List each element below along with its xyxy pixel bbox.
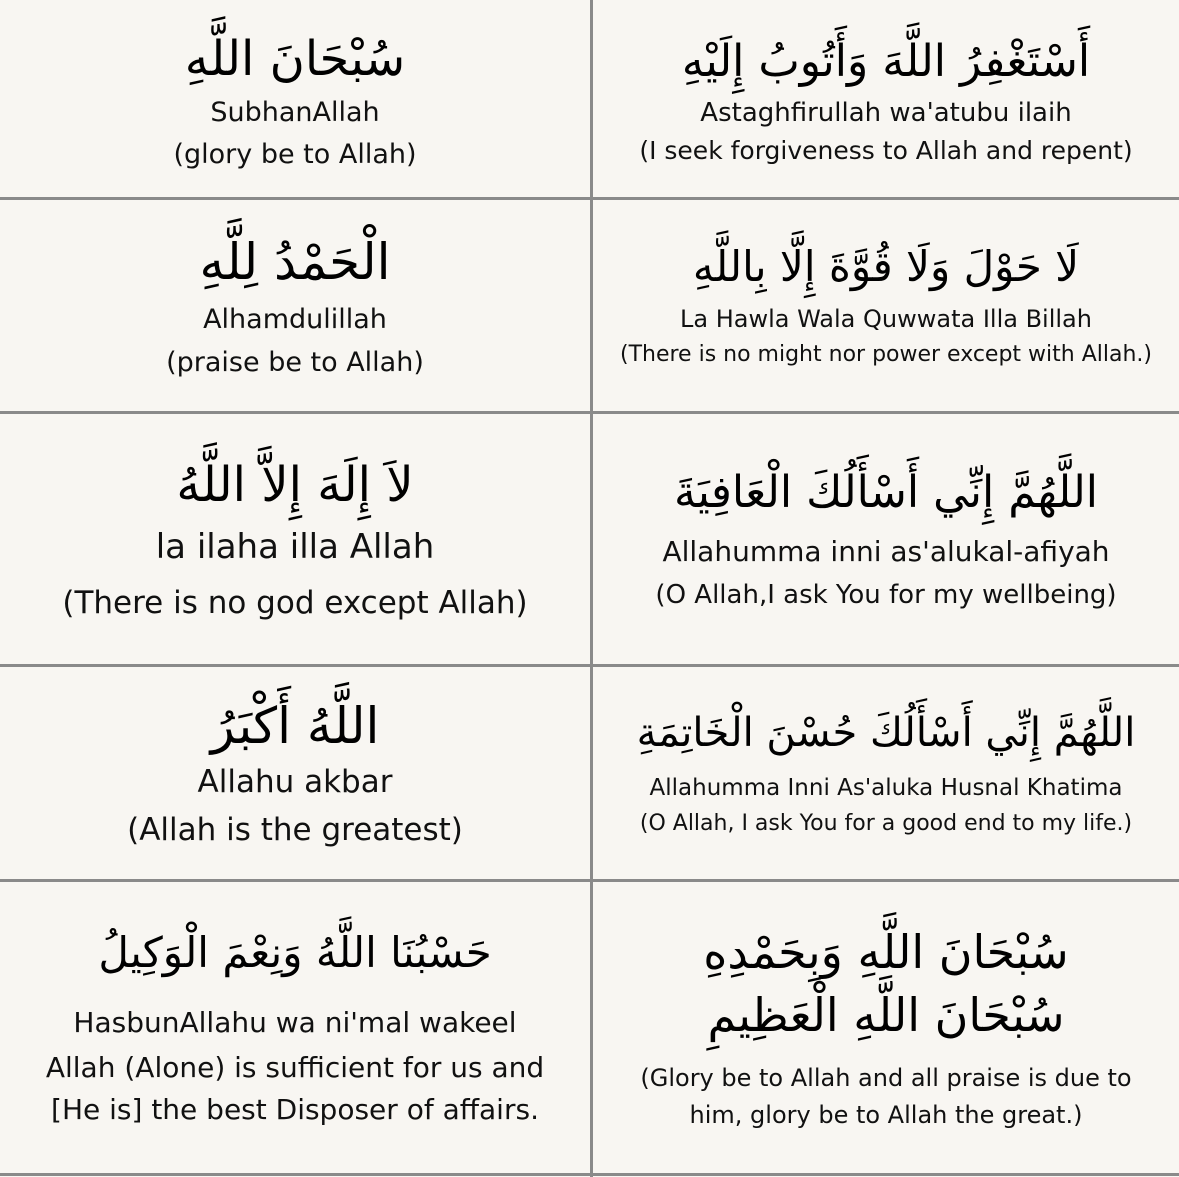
transliteration: HasbunAllahu wa ni'mal wakeel (73, 1006, 517, 1040)
meaning-line-2: [He is] the best Disposer of affairs. (51, 1092, 539, 1126)
arabic-text: لَا حَوْلَ وَلَا قُوَّةَ إِلَّا بِاللَّهِ (692, 242, 1080, 292)
meaning: (Allah is the greatest) (127, 812, 463, 849)
arabic-text: اللَّهُ أَكْبَرُ (210, 697, 380, 756)
transliteration: Alhamdulillah (203, 303, 387, 335)
transliteration: La Hawla Wala Quwwata Illa Billah (680, 304, 1092, 333)
arabic-text: لاَ إِلَهَ إِلاَّ اللَّهُ (176, 456, 414, 513)
card-afiyah (593, 414, 1179, 664)
meaning: (There is no might nor power except with Allah.) (620, 342, 1152, 368)
transliteration: la ilaha illa Allah (155, 526, 435, 567)
card-la-ilaha-illa-allah (0, 414, 590, 664)
meaning: (I seek forgiveness to Allah and repent) (639, 135, 1133, 165)
arabic-text: اللَّهُمَّ إِنِّي أَسْأَلُكَ الْعَافِيَةَ (673, 467, 1098, 519)
card-alhamdulillah (0, 200, 590, 411)
transliteration: Allahu akbar (197, 763, 393, 800)
meaning-line-1: Allah (Alone) is sufficient for us and (45, 1050, 545, 1084)
arabic-text: اللَّهُمَّ إِنِّي أَسْأَلُكَ حُسْنَ الْخَاتِمَةِ (636, 709, 1136, 756)
card-la-hawla (593, 200, 1179, 411)
meaning: (glory be to Allah) (173, 138, 417, 170)
card-subhanallahi-wa-bihamdihi (593, 882, 1179, 1173)
arabic-text-line-1: سُبْحَانَ اللَّهِ وَبِحَمْدِهِ (703, 924, 1069, 979)
card-astaghfirullah (593, 0, 1179, 197)
meaning: (O Allah,I ask You for my wellbeing) (655, 579, 1117, 610)
card-allahu-akbar (0, 667, 590, 879)
card-subhanallah (0, 0, 590, 197)
meaning-line-1: (Glory be to Allah and all praise is due to (640, 1063, 1132, 1092)
arabic-text: حَسْبُنَا اللَّهُ وَنِعْمَ الْوَكِيلُ (98, 927, 492, 977)
transliteration: Astaghfirullah wa'atubu ilaih (700, 97, 1072, 128)
arabic-text: سُبْحَانَ اللَّهِ (184, 31, 406, 88)
meaning: (O Allah, I ask You for a good end to my life.) (639, 810, 1133, 836)
row-divider-bottom (0, 1173, 1179, 1176)
card-husnal-khatima (593, 667, 1179, 879)
transliteration: SubhanAllah (210, 97, 380, 129)
arabic-text: أَسْتَغْفِرُ اللَّهَ وَأَتُوبُ إِلَيْهِ (681, 35, 1091, 87)
transliteration: Allahumma Inni As'aluka Husnal Khatima (649, 774, 1123, 801)
meaning: (praise be to Allah) (166, 346, 424, 378)
meaning: (There is no god except Allah) (62, 584, 528, 621)
arabic-text-line-2: سُبْحَانَ اللَّهِ الْعَظِيمِ (707, 988, 1065, 1043)
card-hasbunallahu (0, 882, 590, 1173)
arabic-text: الْحَمْدُ لِلَّهِ (199, 233, 391, 292)
transliteration: Allahumma inni as'alukal-afiyah (662, 535, 1110, 569)
meaning-line-2: him, glory be to Allah the great.) (689, 1101, 1083, 1129)
